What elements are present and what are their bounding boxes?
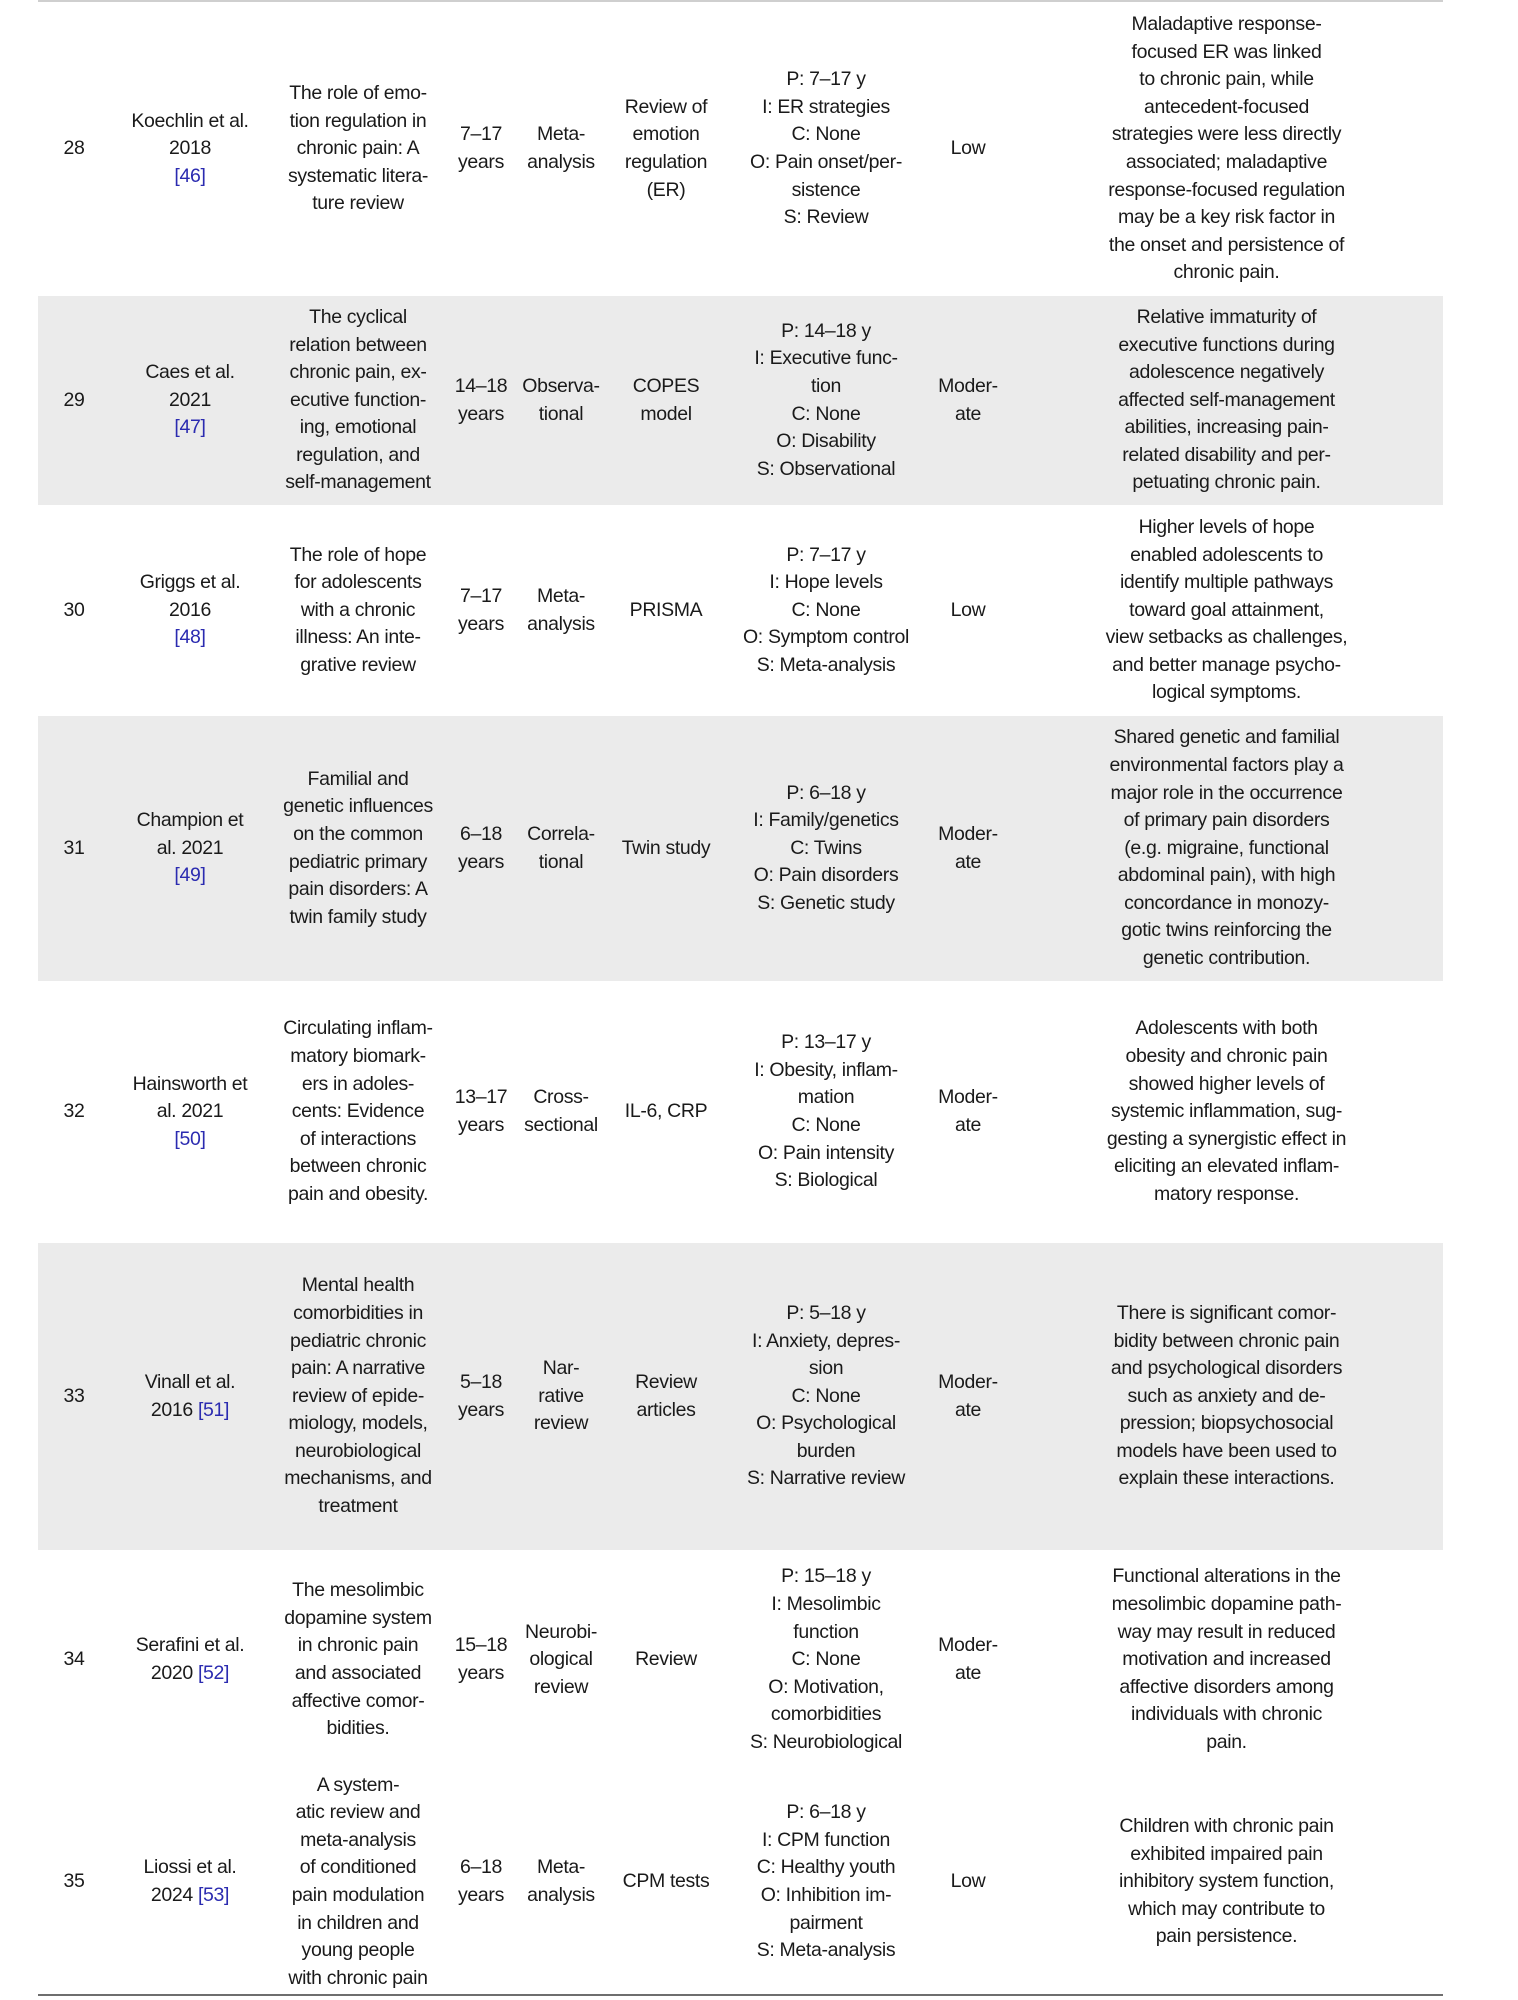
reference-link[interactable]: [53]	[197, 1884, 230, 1906]
reference-link[interactable]: [46]	[174, 164, 206, 187]
study-picos: P: 6–18 y I: CPM function C: Healthy youth O: Inhibition im- pairment S: Meta-analysis	[756, 1801, 896, 1962]
study-quality: Moder- ate	[938, 1370, 998, 1421]
study-picos: P: 13–17 y I: Obesity, inflam- mation C: None O: Pain intensity S: Biological	[754, 1031, 898, 1192]
study-tool: PRISMA	[629, 598, 703, 621]
study-age-range: 6–18 years	[458, 822, 504, 873]
study-quality: Moder- ate	[938, 374, 998, 425]
study-findings: Functional alterations in the mesolimbic dopamine path- way may result in reduced motivation and increased affective disorders among individuals with chronic pain.	[1111, 1565, 1342, 1753]
table-bottom-rule	[38, 1994, 1443, 1996]
study-title: Familial and genetic influences on the common pediatric primary pain disorders: A twin family study	[283, 767, 433, 928]
study-number: 35	[63, 1870, 85, 1893]
study-quality: Low	[950, 1870, 986, 1893]
study-number: 32	[63, 1100, 85, 1123]
study-title: Mental health comorbidities in pediatric chronic pain: A narrative review of epide- miology, models, neurobiological mechanisms, and treatment	[284, 1274, 432, 1518]
study-findings: Higher levels of hope enabled adolescents to identify multiple pathways toward goal attainment, view setbacks as challenges, and better manage psycho- logical symptoms.	[1105, 515, 1348, 704]
study-age-range: 13–17 years	[454, 1086, 508, 1136]
study-design: Meta- analysis	[527, 584, 595, 635]
study-author	[110, 1071, 270, 1154]
study-quality: Moder- ate	[938, 822, 998, 873]
study-number: 30	[63, 598, 85, 621]
study-number: 29	[63, 388, 85, 411]
study-age-range: 7–17 years	[458, 123, 504, 173]
reference-link[interactable]: [47]	[174, 416, 206, 439]
study-author	[110, 1369, 270, 1424]
study-picos: P: 6–18 y I: Family/genetics C: Twins O: Pain disorders S: Genetic study	[753, 781, 899, 914]
author-text: Griggs et al. 2016	[139, 571, 241, 621]
study-tool: Twin study	[621, 836, 711, 859]
author-text: Liossi et al. 2024	[143, 1856, 237, 1906]
study-age-range: 14–18 years	[454, 374, 508, 425]
author-text: Caes et al. 2021	[145, 361, 235, 411]
study-picos: P: 5–18 y I: Anxiety, depres- sion C: None O: Psychological burden S: Narrative review	[746, 1301, 906, 1490]
author-text: Hainsworth et al. 2021	[132, 1072, 248, 1123]
study-age-range: 6–18 years	[458, 1856, 504, 1906]
study-findings: Maladaptive response- focused ER was linked to chronic pain, while antecedent-focused strategies were less directly associated; maladaptive response-focused regulation may be a key risk factor in the onset and persistence of chronic pain.	[1108, 13, 1345, 284]
study-tool: COPES model	[632, 374, 700, 425]
study-quality: Moder- ate	[938, 1634, 998, 1684]
study-design: Cross- sectional	[524, 1086, 598, 1136]
study-design: Observa- tional	[522, 374, 600, 425]
study-design: Meta- analysis	[527, 123, 595, 173]
study-findings: Adolescents with both obesity and chronic pain showed higher levels of systemic inflammation, sug- gesting a synergistic effect in eliciting an elevated inflam- matory response.	[1106, 1017, 1347, 1205]
study-number: 31	[63, 836, 85, 859]
table-row	[38, 1770, 1443, 1994]
study-quality: Low	[950, 137, 986, 160]
author-text: Serafini et al. 2020	[135, 1634, 245, 1684]
study-tool: Review of emotion regulation (ER)	[624, 95, 708, 201]
study-title: The role of emo- tion regulation in chronic pain: A systematic litera- ture review	[288, 82, 428, 215]
study-findings: Shared genetic and familial environmental factors play a major role in the occurrence of primary pain disorders (e.g. migraine, functional abdominal pain), with high concordance in monozy- gotic twins reinforcing the genetic contribution.	[1109, 726, 1344, 970]
study-title: Circulating inflam- matory biomark- ers in adoles- cents: Evidence of interactions between chronic pain and obesity.	[283, 1017, 433, 1205]
reference-link[interactable]: [52]	[197, 1662, 230, 1684]
study-age-range: 7–17 years	[458, 584, 504, 635]
table-row	[38, 296, 1443, 505]
study-quality: Moder- ate	[938, 1086, 998, 1136]
study-number: 28	[63, 137, 85, 160]
study-tool: CPM tests	[622, 1870, 710, 1893]
table-row	[38, 1243, 1443, 1550]
study-tool: Review	[635, 1648, 697, 1671]
study-number: 34	[63, 1648, 85, 1671]
study-quality: Low	[950, 598, 986, 621]
table-row	[38, 716, 1443, 981]
study-title: The mesolimbic dopamine system in chronic pain and associated affective comor- bidities.	[284, 1579, 432, 1740]
study-findings: Relative immaturity of executive functions during adolescence negatively affected self-management abilities, increasing pain- related disability and per- petuating chronic pain.	[1118, 305, 1335, 494]
author-text: Koechlin et al. 2018	[131, 109, 249, 160]
study-design: Nar- rative review	[533, 1357, 589, 1435]
author-text: Vinall et al. 2016	[144, 1370, 236, 1421]
study-findings: Children with chronic pain exhibited impaired pain inhibitory system function, which may contribute to pain persistence.	[1119, 1815, 1334, 1948]
study-age-range: 15–18 years	[454, 1634, 508, 1684]
table-row	[38, 505, 1443, 716]
reference-link[interactable]: [48]	[174, 626, 206, 649]
study-title: A system- atic review and meta-analysis of conditioned pain modulation in children and young people with chronic pain	[288, 1773, 428, 1989]
study-tool: Review articles	[635, 1370, 697, 1421]
study-design: Meta- analysis	[527, 1856, 595, 1906]
reference-link[interactable]: [49]	[174, 864, 206, 887]
reference-link[interactable]: [51]	[197, 1398, 230, 1421]
table-row	[38, 981, 1443, 1243]
study-age-range: 5–18 years	[458, 1370, 504, 1421]
table-row	[38, 2, 1443, 296]
study-picos: P: 7–17 y I: Hope levels C: None O: Symptom control S: Meta-analysis	[742, 543, 909, 676]
reference-link[interactable]: [50]	[174, 1127, 206, 1150]
study-findings: There is significant comor- bidity between chronic pain and psychological disorders such as anxiety and de- pression; biopsychosocial models have been used to explain these interactions.	[1110, 1301, 1343, 1490]
study-number: 33	[63, 1384, 85, 1407]
study-author	[110, 1632, 270, 1687]
study-author	[110, 108, 270, 191]
author-text: Champion et al. 2021	[136, 809, 244, 859]
study-picos: P: 15–18 y I: Mesolimbic function C: None O: Motivation, comorbidities S: Neurobiological	[750, 1565, 902, 1753]
study-author	[110, 359, 270, 442]
study-author	[110, 807, 270, 890]
table-row	[38, 1550, 1443, 1770]
study-title: The cyclical relation between chronic pain, ex- ecutive function- ing, emotional regulation, and self-management	[285, 305, 431, 494]
study-picos: P: 14–18 y I: Executive func- tion C: None O: Disability S: Observational	[754, 319, 898, 480]
study-title: The role of hope for adolescents with a chronic illness: An inte- grative review	[289, 543, 427, 676]
study-picos: P: 7–17 y I: ER strategies C: None O: Pain onset/per- sistence S: Review	[750, 68, 902, 229]
study-tool: IL-6, CRP	[624, 1100, 708, 1123]
study-author	[110, 569, 270, 652]
study-design: Neurobi- ological review	[525, 1620, 597, 1698]
study-design: Correla- tional	[527, 822, 595, 873]
study-author	[110, 1854, 270, 1909]
